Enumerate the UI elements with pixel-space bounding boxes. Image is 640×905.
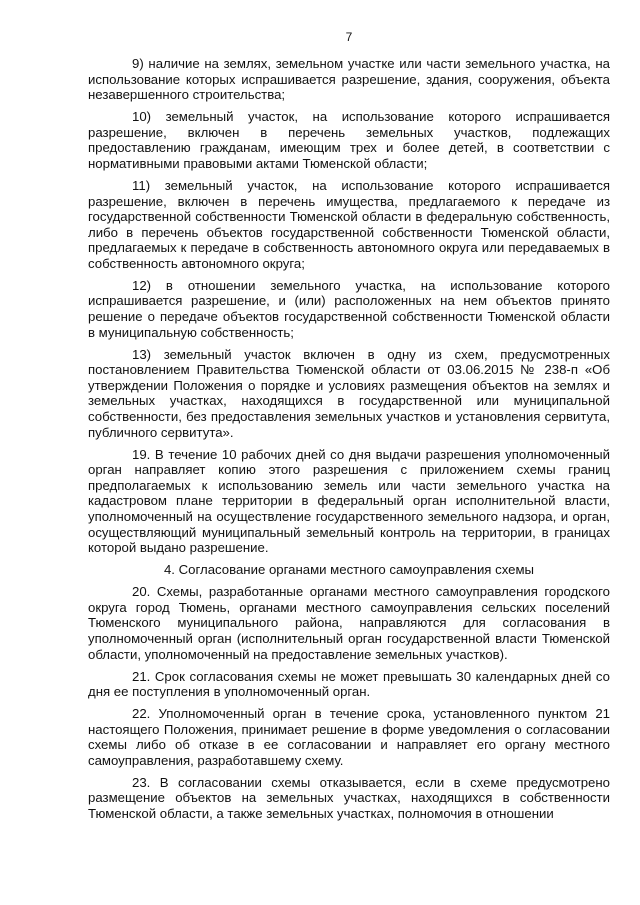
page-number: 7	[345, 30, 353, 44]
paragraph-item-10: 10) земельный участок, на использование которого испрашивается разрешение, включен в перечень земельных участков, подлежащих предоставлению гражданам, имеющим трех и более детей, в соответствии с нормативными правовыми актами Тюменской области;	[88, 109, 610, 171]
paragraph-clause-22: 22. Уполномоченный орган в течение срока, установленного пунктом 21 настоящего Положения, принимает решение в форме уведомления о согласовании схемы либо об отказе в ее согласовании и направляет его органу местного самоуправления, разработавшему схему.	[88, 706, 610, 768]
section-heading: 4. Согласование органами местного самоуправления схемы	[163, 562, 535, 578]
paragraph-item-13: 13) земельный участок включен в одну из схем, предусмотренных постановлением Правительства Тюменской области от 03.06.2015 № 238-п «Об утверждении Положения о порядке и условиях размещения объектов на землях и земельных участках, находящихся в государственной или муниципальной собственности, без предоставления земельных участков и установления сервитута, публичного сервитута».	[88, 346, 610, 440]
paragraph-clause-19: 19. В течение 10 рабочих дней со дня выдачи разрешения уполномоченный орган направляет копию этого разрешения с приложением схемы границ предполагаемых к использованию земель или части земельного участка на кадастровом плане территории в федеральный орган исполнительной власти, уполномоченный на осуществление государственного земельного надзора, и орган, осуществляющий муниципальный земельный контроль на территории, в границах которой выдано разрешение.	[88, 446, 610, 556]
paragraph-clause-20: 20. Схемы, разработанные органами местного самоуправления городского округа город Тюмень, органами местного самоуправления сельских поселений Тюменского муниципального района, направляются для согласования в уполномоченный орган (исполнительный орган государственной власти Тюменской области, уполномоченный на предоставление земельных участков).	[88, 584, 610, 662]
paragraph-item-11: 11) земельный участок, на использование которого испрашивается разрешение, включен в перечень имущества, предлагаемого к передаче из государственной собственности Тюменской области в федеральную собственность, либо в перечень объектов государственной собственности Тюменской области, предлагаемых к передаче в собственность автономного округа или передаваемых в собственность автономного округа;	[88, 177, 610, 271]
paragraph-clause-23: 23. В согласовании схемы отказывается, если в схеме предусмотрено размещение объектов на земельных участках, находящихся в собственности Тюменской области, а также земельных участках, полномочия в отношении	[88, 774, 610, 822]
paragraph-item-9: 9) наличие на землях, земельном участке или части земельного участка, на использование которых испрашивается разрешение, здания, сооружения, объекта незавершенного строительства;	[88, 56, 610, 103]
paragraph-clause-21: 21. Срок согласования схемы не может превышать 30 календарных дней со дня ее поступления в уполномоченный орган.	[88, 668, 610, 700]
paragraph-item-12: 12) в отношении земельного участка, на использование которого испрашивается разрешение, и (или) расположенных на нем объектов принято решение о передаче объектов государственной собственности Тюменской области в муниципальную собственность;	[88, 277, 610, 340]
